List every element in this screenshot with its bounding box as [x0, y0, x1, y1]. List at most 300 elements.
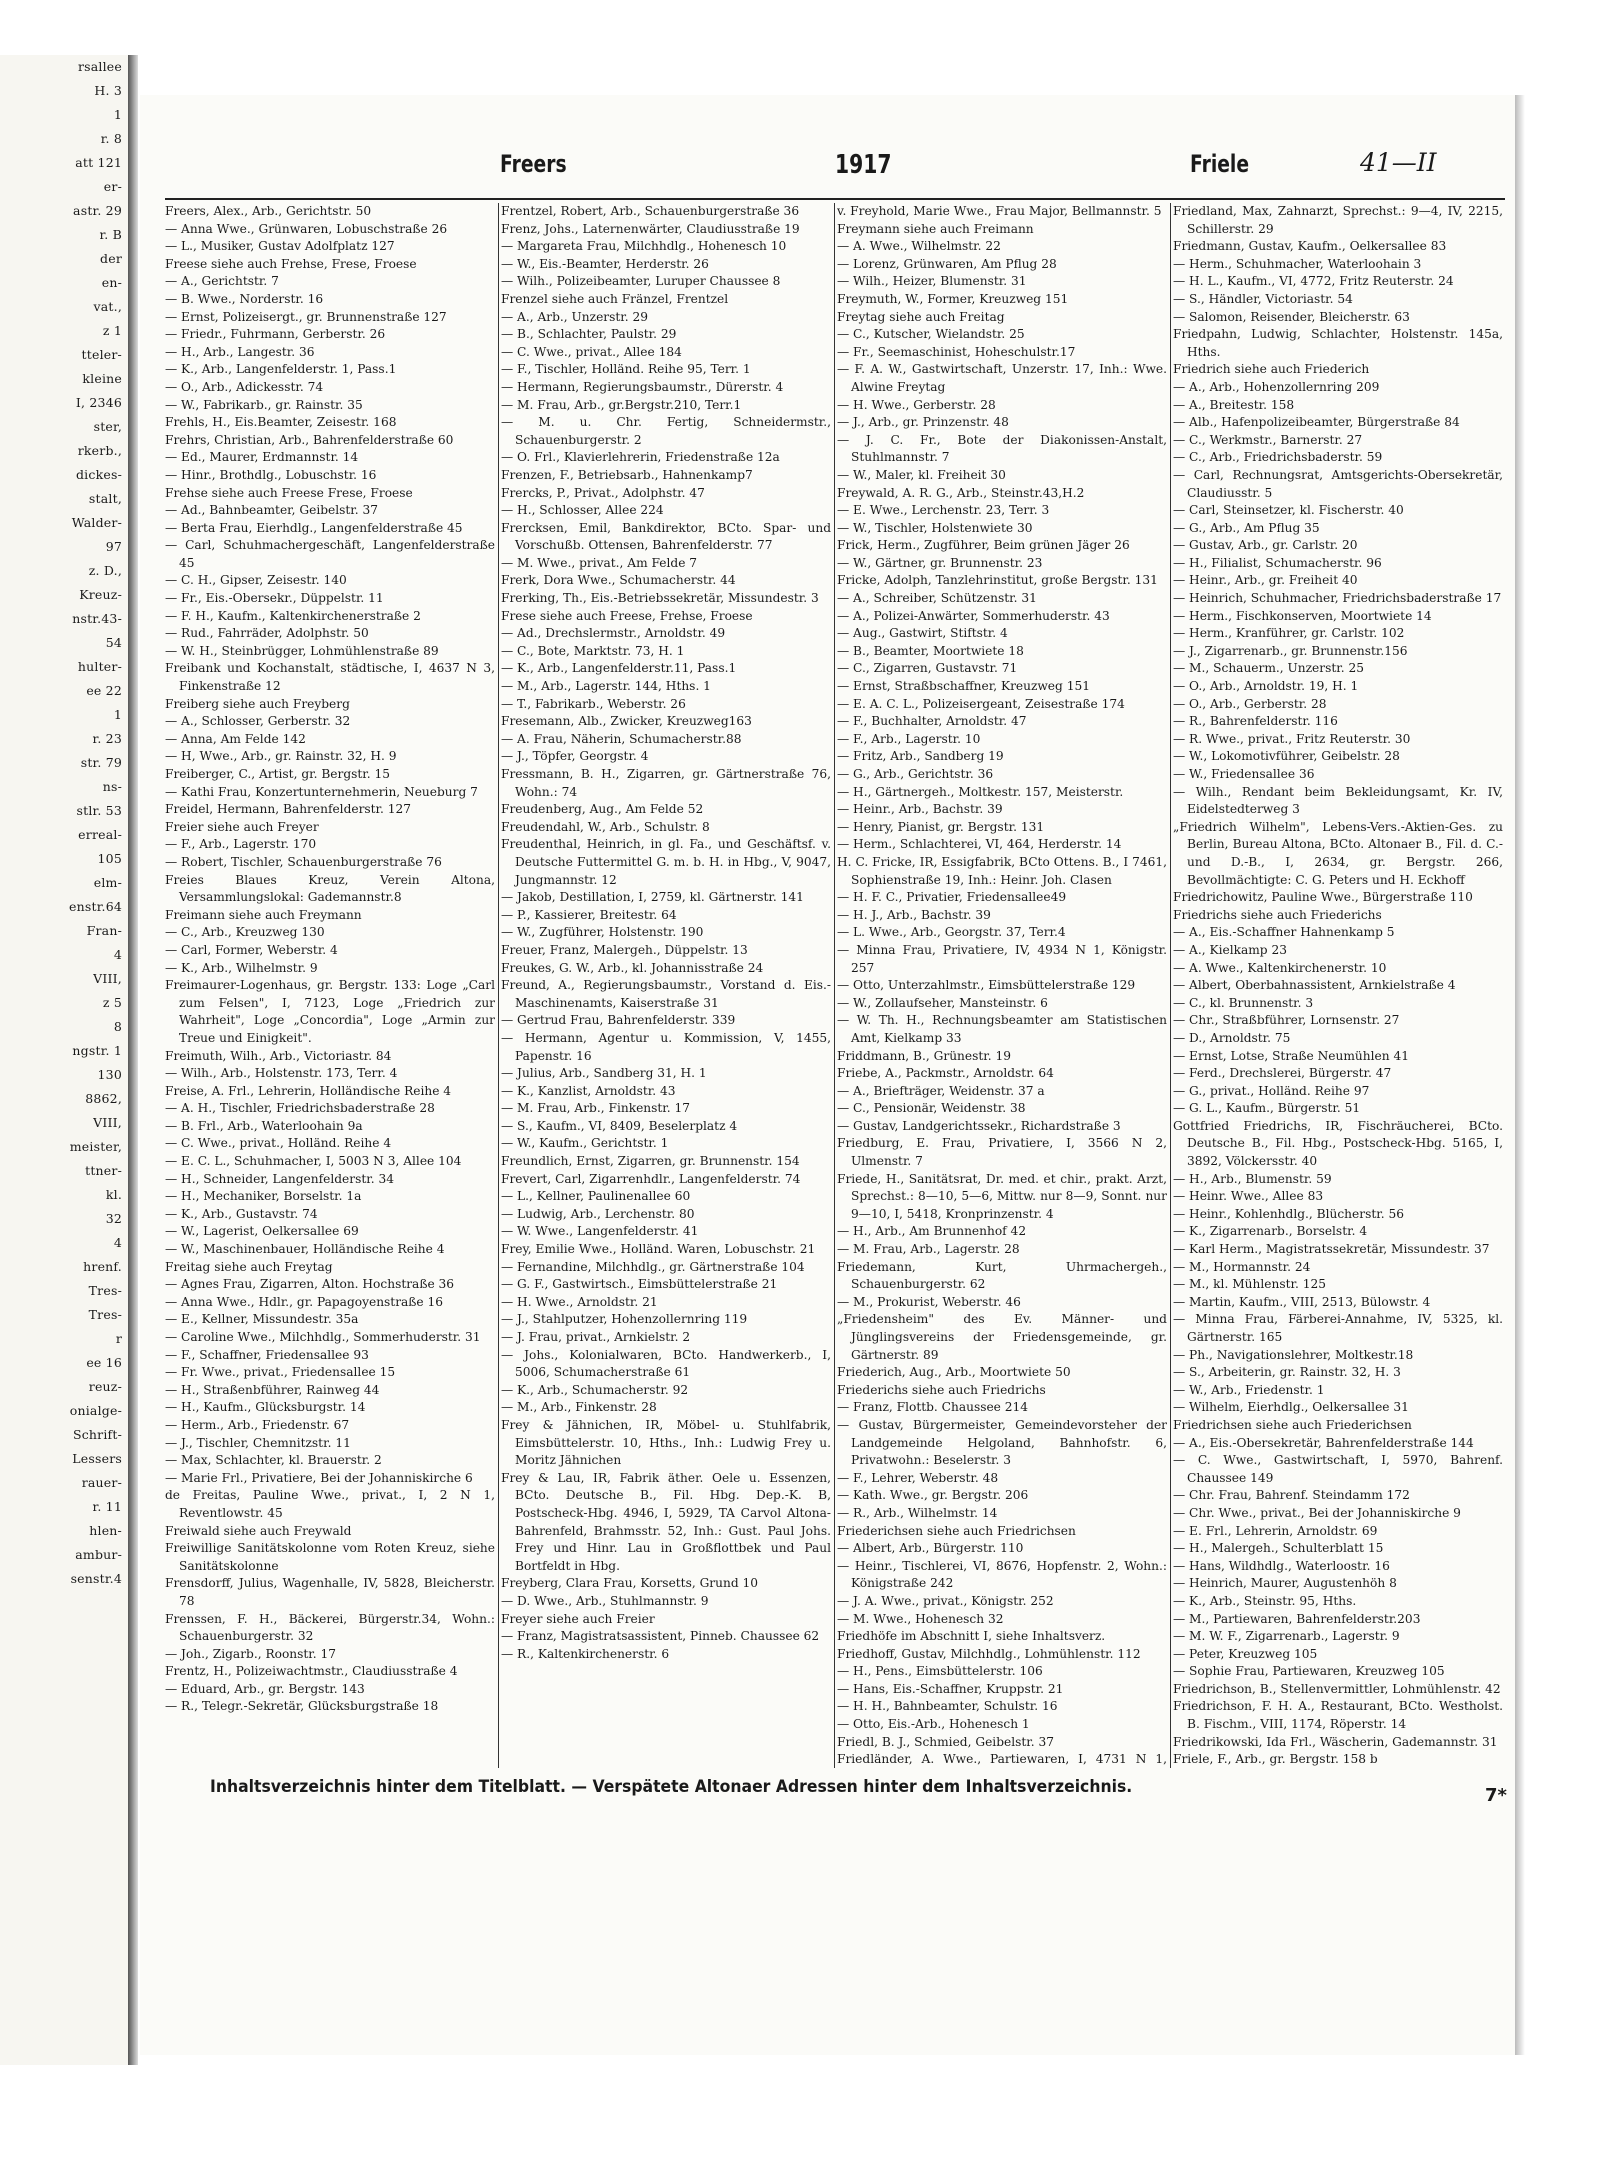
gutter-text-line: rsallee: [77, 59, 122, 74]
directory-entry: Freudenberg, Aug., Am Felde 52: [501, 802, 704, 817]
directory-entry: — F., Arb., Lagerstr. 170: [165, 837, 317, 852]
directory-entry: Freitag siehe auch Freytag: [165, 1259, 333, 1274]
gutter-text-line: Fran-: [86, 923, 122, 938]
directory-entry: — Ph., Navigationslehrer, Moltkestr.18: [1173, 1347, 1414, 1362]
directory-entry: Freyer siehe auch Freier: [501, 1611, 655, 1626]
directory-entry: — W., Maschinenbauer, Holländische Reihe 4: [165, 1242, 445, 1257]
gutter-text-line: 4: [113, 947, 122, 962]
directory-entry: — Otto, Eis.-Arb., Hohenesch 1: [837, 1717, 1030, 1732]
directory-entry: — L. Wwe., Arb., Georgstr. 37, Terr.4: [837, 925, 1066, 940]
book-fold: [128, 55, 138, 2065]
page-number: 41—II: [1360, 148, 1437, 177]
directory-entry: Frenssen, F. H., Bäckerei, Bürgerstr.34, Wohn.: Schauenburgerstr. 32: [165, 1611, 495, 1644]
directory-entry: — A., Briefträger, Weidenstr. 37 a: [837, 1083, 1045, 1098]
directory-entry: — Fernandine, Milchhdlg., gr. Gärtnerstraße 104: [501, 1259, 805, 1274]
directory-entry: — Carl, Rechnungsrat, Amtsgerichts-Obersekretär, Claudiusstr. 5: [1173, 467, 1503, 500]
gutter-text-line: I, 2346: [75, 395, 122, 410]
directory-entry: — A. Wwe., Wilhelmstr. 22: [837, 239, 1001, 254]
directory-entry: — Joh., Zigarb., Roonstr. 17: [165, 1646, 337, 1661]
gutter-text-line: VIII,: [93, 971, 122, 986]
directory-entry: — W. Th. H., Rechnungsbeamter am Statistischen Amt, Kielkamp 33: [837, 1013, 1167, 1045]
directory-entry: Frevert, Carl, Zigarrenhdlr., Langenfelderstr. 74: [501, 1171, 801, 1186]
gutter-text-line: hulter-: [77, 659, 122, 674]
directory-entry: — Hermann, Agentur u. Kommission, V, 1455, Papenstr. 16: [501, 1030, 831, 1063]
directory-entry: — G. L., Kaufm., Bürgerstr. 51: [1173, 1101, 1361, 1116]
directory-entry: Friddmann, B., Grünestr. 19: [837, 1048, 1011, 1063]
directory-entry: Frey & Jähnichen, IR, Möbel- u. Stuhlfabrik, Eimsbüttelerstr. 10, Hths., Inh.: Ludwig Frey u. Moritz Jähnichen: [501, 1417, 831, 1468]
directory-entry: — E. C. L., Schuhmacher, I, 5003 N 3, Allee 104: [165, 1154, 462, 1169]
gutter-text-line: vat.,: [93, 299, 122, 314]
directory-entry: Freers, Alex., Arb., Gerichtstr. 50: [165, 204, 372, 218]
directory-entry: — R., Kaltenkirchenerstr. 6: [501, 1646, 670, 1661]
directory-entry: — L., Musiker, Gustav Adolfplatz 127: [165, 239, 395, 254]
directory-entry: — B. Wwe., Norderstr. 16: [165, 291, 324, 306]
directory-entry: Freimaurer-Logenhaus, gr. Bergstr. 133: Loge „Carl zum Felsen", I, 7123, Loge „Friedrich zur Wahrheit", Loge „Concordia", Loge „Armin zur Treue und Einigkeit".: [165, 978, 495, 1045]
directory-entry: — F., Buchhalter, Arnoldstr. 47: [837, 714, 1027, 729]
directory-entry: — J. Frau, privat., Arnkielstr. 2: [501, 1330, 691, 1344]
directory-entry: Friedhoff, Gustav, Milchhdlg., Lohmühlenstr. 112: [837, 1646, 1141, 1661]
directory-entry: — Herm., Schuhmacher, Waterloohain 3: [1173, 256, 1422, 271]
directory-entry: — E. A. C. L., Polizeisergeant, Zeisestraße 174: [837, 696, 1125, 711]
directory-entry: Friedrichs siehe auch Friederichs: [1173, 907, 1382, 922]
directory-entry: Freywald, A. R. G., Arb., Steinstr.43,H.2: [837, 485, 1085, 500]
directory-entry: — Heinrich, Schuhmacher, Friedrichsbaderstraße 17: [1173, 591, 1502, 606]
directory-entry: Friedpahn, Ludwig, Schlachter, Holstenstr. 145a, Hths.: [1173, 327, 1503, 359]
directory-entry: — A., Arb., Hohenzollernring 209: [1173, 379, 1380, 394]
directory-entry: — A., Polizei-Anwärter, Sommerhuderstr. 43: [837, 608, 1110, 623]
directory-entry: — H., Gärtnergeh., Moltkestr. 157, Meisterstr.: [837, 784, 1124, 799]
gutter-text-line: stalt,: [88, 491, 122, 506]
directory-entry: Fresemann, Alb., Zwicker, Kreuzweg163: [501, 714, 752, 729]
directory-entry: — F., Tischler, Holländ. Reihe 95, Terr. 1: [501, 362, 751, 377]
gutter-text-line: z. D.,: [88, 563, 122, 578]
entry-columns: [165, 203, 1510, 1768]
directory-entry: — O., Arb., Arnoldstr. 19, H. 1: [1173, 679, 1359, 694]
directory-entry: — Sophie Frau, Partiewaren, Kreuzweg 105: [1173, 1664, 1445, 1679]
directory-entry: — Hans, Eis.-Schaffner, Kruppstr. 21: [837, 1681, 1064, 1696]
gutter-text-line: reuz-: [88, 1379, 122, 1394]
directory-entry: Freibank und Kochanstalt, städtische, I, 4637 N 3, Finkenstraße 12: [165, 661, 495, 694]
directory-entry: Freymuth, W., Former, Kreuzweg 151: [837, 291, 1069, 306]
directory-entry: Freukes, G. W., Arb., kl. Johannisstraße 24: [501, 960, 764, 975]
page-header: [140, 150, 1515, 190]
directory-entry: — J., Arb., gr. Prinzenstr. 48: [837, 415, 1009, 430]
directory-entry: — Anna Wwe., Hdlr., gr. Papagoyenstraße 16: [165, 1294, 444, 1309]
directory-entry: Frentzel, Robert, Arb., Schauenburgerstraße 36: [501, 204, 800, 218]
directory-entry: — C., Bote, Marktstr. 73, H. 1: [501, 643, 685, 658]
directory-entry: — H., Straßenbführer, Rainweg 44: [165, 1382, 380, 1397]
directory-entry: Frerk, Dora Wwe., Schumacherstr. 44: [501, 573, 736, 588]
gutter-text-line: stlr. 53: [76, 803, 122, 818]
directory-entry: Frercks, P., Privat., Adolphstr. 47: [501, 485, 705, 500]
directory-entry: — C., Pensionär, Weidenstr. 38: [837, 1101, 1026, 1116]
directory-entry: Frick, Herm., Zugführer, Beim grünen Jäger 26: [837, 538, 1130, 553]
directory-entry: — C., Werkmstr., Barnerstr. 27: [1173, 432, 1363, 447]
directory-entry: — K., Arb., Schumacherstr. 92: [501, 1382, 689, 1397]
directory-entry: — M., kl. Mühlenstr. 125: [1173, 1277, 1326, 1292]
gutter-text-line: str. 79: [80, 755, 122, 770]
directory-entry: — H. H., Bahnbeamter, Schulstr. 16: [837, 1699, 1058, 1714]
directory-entry: — J., Stahlputzer, Hohenzollernring 119: [501, 1312, 748, 1327]
gutter-text-line: r. 23: [92, 731, 122, 746]
directory-entry: — C., Zigarren, Gustavstr. 71: [837, 661, 1018, 676]
gutter-text-line: meister,: [69, 1139, 122, 1154]
directory-entry: — H., Mechaniker, Borselstr. 1a: [165, 1189, 362, 1204]
directory-entry: Freundlich, Ernst, Zigarren, gr. Brunnenstr. 154: [501, 1154, 800, 1169]
directory-entry: — R., Bahrenfelderstr. 116: [1173, 714, 1338, 729]
directory-entry: Freiberger, C., Artist, gr. Bergstr. 15: [165, 767, 391, 781]
directory-entry: — M., Arb., Lagerstr. 144, Hths. 1: [501, 679, 711, 694]
directory-entry: — Julius, Arb., Sandberg 31, H. 1: [501, 1066, 707, 1081]
directory-entry: — Heinr., Kohlenhdlg., Blücherstr. 56: [1173, 1206, 1404, 1221]
directory-entry: — H, Wwe., Arb., gr. Rainstr. 32, H. 9: [165, 749, 397, 764]
directory-entry: — Alb., Hafenpolizeibeamter, Bürgerstraße 84: [1173, 415, 1460, 430]
gutter-text-line: 105: [97, 851, 122, 866]
directory-entry: Frey, Emilie Wwe., Holländ. Waren, Lobuschstr. 21: [501, 1242, 816, 1257]
directory-entry: — Anna, Am Felde 142: [165, 731, 306, 746]
directory-entry: — A., Arb., Unzerstr. 29: [501, 309, 649, 324]
directory-entry: Freudendahl, W., Arb., Schulstr. 8: [501, 819, 710, 834]
gutter-text-line: 8: [113, 1019, 122, 1034]
directory-entry: Friedrikowski, Ida Frl., Wäscherin, Gademannstr. 31: [1173, 1734, 1498, 1749]
directory-entry: — Berta Frau, Eierhdlg., Langenfelderstraße 45: [165, 520, 463, 535]
directory-entry: — Eduard, Arb., gr. Bergstr. 143: [165, 1681, 365, 1696]
directory-entry: — Carl, Steinsetzer, kl. Fischerstr. 40: [1173, 503, 1404, 518]
gutter-text-line: Tres-: [88, 1307, 122, 1322]
directory-entry: — Ad., Bahnbeamter, Geibelstr. 37: [165, 503, 379, 518]
gutter-text-line: 130: [97, 1067, 122, 1082]
gutter-text-line: 8862,: [85, 1091, 122, 1106]
gutter-text-line: Lessers: [72, 1451, 122, 1466]
directory-entry: Freyberg, Clara Frau, Korsetts, Grund 10: [501, 1576, 759, 1591]
directory-entry: — M. Frau, Arb., Lagerstr. 28: [837, 1242, 1020, 1257]
header-rule: [165, 198, 1505, 200]
directory-entry: — J., Tischler, Chemnitzstr. 11: [165, 1435, 351, 1450]
gutter-text-line: tteler-: [81, 347, 122, 362]
header-last-entry: Friele: [1190, 150, 1250, 178]
gutter-text-line: z 1: [102, 323, 122, 338]
directory-entry: — Hermann, Regierungsbaumstr., Dürerstr. 4: [501, 379, 784, 394]
directory-entry: — A., Breitestr. 158: [1173, 397, 1295, 412]
directory-entry: Friedrichsen siehe auch Friederichsen: [1173, 1417, 1412, 1432]
directory-entry: — H., Arb., Blumenstr. 59: [1173, 1171, 1332, 1186]
gutter-text-line: VIII,: [93, 1115, 122, 1130]
directory-entry: Friederichs siehe auch Friedrichs: [837, 1382, 1046, 1397]
directory-entry: — Wilh., Rendant beim Bekleidungsamt, Kr. IV, Eidelstedterweg 3: [1173, 784, 1503, 817]
directory-entry: — H., Schneider, Langenfelderstr. 34: [165, 1171, 394, 1186]
directory-entry: — M., Hormannstr. 24: [1173, 1259, 1311, 1274]
directory-entry: — Martin, Kaufm., VIII, 2513, Bülowstr. 4: [1173, 1294, 1431, 1309]
directory-entry: Freudenthal, Heinrich, in gl. Fa., und Geschäftsf. v. Deutsche Futtermittel G. m. b. H. in Hbg., V, 9047, Jungmannstr. 12: [501, 837, 831, 887]
directory-entry: — Heinr., Arb., gr. Freiheit 40: [1173, 573, 1358, 588]
gutter-text-line: r. 11: [92, 1499, 122, 1514]
directory-entry: Friedrich siehe auch Friederich: [1173, 362, 1370, 377]
directory-entry: H. C. Fricke, IR, Essigfabrik, BCto Ottens. B., I 7461, Sophienstraße 19, Inh.: Heinr. Joh. Clasen: [837, 854, 1167, 887]
directory-entry: — O., Arb., Gerberstr. 28: [1173, 696, 1327, 711]
directory-entry: Friederich, Aug., Arb., Moortwiete 50: [837, 1365, 1071, 1380]
gutter-text-line: ee 22: [86, 683, 122, 698]
directory-entry: Freise, A. Frl., Lehrerin, Holländische Reihe 4: [165, 1083, 452, 1098]
gutter-text-line: ster,: [93, 419, 122, 434]
gutter-text-line: r: [115, 1331, 122, 1346]
previous-page-fragment: [0, 55, 131, 2065]
directory-entry: Freytag siehe auch Freitag: [837, 309, 1005, 324]
directory-entry: — Peter, Kreuzweg 105: [1173, 1646, 1318, 1661]
gutter-text-line: 97: [105, 539, 122, 554]
directory-entry: — H., Malergeh., Schulterblatt 15: [1173, 1541, 1384, 1556]
directory-entry: Frentz, H., Polizeiwachtmstr., Claudiusstraße 4: [165, 1664, 458, 1679]
directory-entry: — M., Prokurist, Weberstr. 46: [837, 1294, 1021, 1309]
directory-entry: — W., Arb., Friedenstr. 1: [1173, 1382, 1325, 1397]
directory-entry: — W., Zollaufseher, Mansteinstr. 6: [837, 995, 1048, 1010]
directory-entry: — F. A. W., Gastwirtschaft, Unzerstr. 17, Inh.: Wwe. Alwine Freytag: [837, 362, 1167, 394]
directory-entry: — H., Pens., Eimsbüttelerstr. 106: [837, 1664, 1043, 1679]
directory-entry: Freuer, Franz, Malergeh., Düppelstr. 13: [501, 942, 748, 957]
directory-entry: — H. F. C., Privatier, Friedensallee49: [837, 890, 1067, 905]
directory-entry: — S., Kaufm., VI, 8409, Beselerplatz 4: [501, 1118, 738, 1133]
gutter-text-line: dickes-: [75, 467, 122, 482]
column-divider: [834, 203, 835, 1768]
directory-entry: Frenz, Johs., Laternenwärter, Claudiusstraße 19: [501, 221, 800, 236]
gutter-text-line: 54: [105, 635, 122, 650]
directory-entry: Freimann siehe auch Freymann: [165, 907, 362, 922]
directory-entry: — D., Arnoldstr. 75: [1173, 1030, 1291, 1045]
directory-entry: — Karl Herm., Magistratssekretär, Missundestr. 37: [1173, 1242, 1490, 1257]
directory-entry: — G. F., Gastwirtsch., Eimsbüttelerstraße 21: [501, 1277, 778, 1292]
directory-entry: — K., Zigarrenarb., Borselstr. 4: [1173, 1224, 1368, 1239]
gutter-text-line: ee 16: [86, 1355, 122, 1370]
directory-entry: — Ernst, Straßbschaffner, Kreuzweg 151: [837, 679, 1090, 694]
page-footer: Inhaltsverzeichnis hinter dem Titelblatt. — Verspätete Altonaer Adressen hinter dem Inhaltsverzeichnis.: [210, 1777, 1133, 1797]
column-1: [165, 203, 495, 1768]
gutter-text-line: H. 3: [94, 83, 122, 98]
directory-entry: — Wilhelm, Eierhdlg., Oelkersallee 31: [1173, 1400, 1409, 1415]
directory-entry: Freiwald siehe auch Freywald: [165, 1523, 352, 1538]
directory-entry: — M., Schauerm., Unzerstr. 25: [1173, 661, 1364, 676]
directory-entry: Friedburg, E. Frau, Privatiere, I, 3566 N 2, Ulmenstr. 7: [837, 1136, 1167, 1169]
gutter-text-line: 1: [113, 107, 122, 122]
directory-entry: — Ad., Drechslermstr., Arnoldstr. 49: [501, 626, 726, 641]
directory-entry: Frehse siehe auch Freese Frese, Froese: [165, 485, 413, 500]
directory-entry: — Herm., Arb., Friedenstr. 67: [165, 1417, 350, 1432]
directory-entry: Freund, A., Regierungsbaumstr., Vorstand d. Eis.-Maschinenamts, Kaiserstraße 31: [501, 978, 831, 1010]
gutter-text-line: r. B: [99, 227, 122, 242]
directory-entry: Friederichsen siehe auch Friedrichsen: [837, 1523, 1076, 1538]
directory-entry: — Gustav, Landgerichtssekr., Richardstraße 3: [837, 1118, 1121, 1133]
directory-entry: — K., Arb., Langenfelderstr.11, Pass.1: [501, 661, 737, 676]
directory-entry: — H. Wwe., Arnoldstr. 21: [501, 1294, 658, 1309]
directory-entry: — O., Arb., Adickesstr. 74: [165, 379, 324, 394]
directory-entry: — E., Kellner, Missundestr. 35a: [165, 1312, 359, 1327]
directory-entry: — M. Wwe., Hohenesch 32: [837, 1611, 1004, 1626]
directory-entry: — Friedr., Fuhrmann, Gerberstr. 26: [165, 327, 386, 342]
directory-entry: — Ernst, Polizeisergt., gr. Brunnenstraße 127: [165, 309, 447, 324]
directory-entry: — Heinr., Tischlerei, VI, 8676, Hopfenstr. 2, Wohn.: Königstraße 242: [837, 1558, 1167, 1591]
directory-entry: Fricke, Adolph, Tanzlehrinstitut, große Bergstr. 131: [837, 573, 1158, 588]
directory-entry: — Henry, Pianist, gr. Bergstr. 131: [837, 819, 1045, 834]
directory-entry: Frehls, H., Eis.Beamter, Zeisestr. 168: [165, 415, 397, 430]
directory-entry: Friedrichowitz, Pauline Wwe., Bürgerstraße 110: [1173, 890, 1473, 905]
directory-entry: — Herm., Kranführer, gr. Carlstr. 102: [1173, 626, 1405, 641]
directory-entry: — G., Arb., Gerichtstr. 36: [837, 767, 994, 781]
gutter-text-line: nstr.43-: [72, 611, 122, 626]
directory-entry: — K., Arb., Steinstr. 95, Hths.: [1173, 1593, 1357, 1608]
directory-entry: — C. H., Gipser, Zeisestr. 140: [165, 573, 347, 588]
column-divider: [1170, 203, 1171, 1768]
gutter-text-line: att 121: [75, 155, 122, 170]
directory-entry: „Friedensheim" des Ev. Männer- und Jünglingsvereins der Friedensgemeinde, gr. Gärtnerstr. 89: [837, 1312, 1167, 1362]
directory-entry: — R. Wwe., privat., Fritz Reuterstr. 30: [1173, 731, 1411, 746]
directory-entry: — A. Frau, Näherin, Schumacherstr.88: [501, 731, 742, 746]
directory-entry: — Chr. Wwe., privat., Bei der Johanniskirche 9: [1173, 1505, 1461, 1520]
directory-entry: — Fritz, Arb., Sandberg 19: [837, 749, 1004, 764]
directory-entry: — Otto, Unterzahlmstr., Eimsbüttelerstraße 129: [837, 978, 1136, 993]
directory-entry: Freidel, Hermann, Bahrenfelderstr. 127: [165, 802, 412, 817]
gutter-text-line: 1: [113, 707, 122, 722]
directory-entry: — Wilh., Arb., Holstenstr. 173, Terr. 4: [165, 1066, 398, 1081]
directory-entry: — Fr. Wwe., privat., Friedensallee 15: [165, 1365, 396, 1380]
directory-entry: — T., Fabrikarb., Weberstr. 26: [501, 696, 686, 711]
directory-entry: — B., Beamter, Moortwiete 18: [837, 643, 1024, 658]
directory-entry: — E. Wwe., Lerchenstr. 23, Terr. 3: [837, 503, 1050, 518]
directory-entry: — Wilh., Polizeibeamter, Luruper Chaussee 8: [501, 274, 781, 289]
header-first-entry: Freers: [500, 150, 567, 178]
directory-entry: — Chr., Straßbführer, Lornsenstr. 27: [1173, 1013, 1400, 1028]
gutter-text-line: Schrift-: [72, 1427, 122, 1442]
directory-entry: — A., Schreiber, Schützenstr. 31: [837, 591, 1037, 606]
gutter-text-line: der: [100, 251, 122, 266]
directory-entry: — H., Schlosser, Allee 224: [501, 503, 664, 518]
gutter-text-line: Walder-: [71, 515, 122, 530]
directory-entry: — C., kl. Brunnenstr. 3: [1173, 995, 1314, 1010]
directory-entry: — F., Arb., Lagerstr. 10: [837, 731, 981, 746]
directory-entry: — W., Lokomotivführer, Geibelstr. 28: [1173, 749, 1400, 764]
directory-entry: — H., Arb., Am Brunnenhof 42: [837, 1224, 1027, 1239]
directory-entry: — O. Frl., Klavierlehrerin, Friedenstraße 12a: [501, 450, 780, 465]
directory-entry: — Agnes Frau, Zigarren, Alton. Hochstraße 36: [165, 1277, 455, 1292]
directory-entry: — Ludwig, Arb., Lerchenstr. 80: [501, 1206, 695, 1221]
gutter-text-line: rkerb.,: [77, 443, 122, 458]
directory-entry: Friedl, B. J., Schmied, Geibelstr. 37: [837, 1734, 1054, 1749]
directory-entry: — A., Gerichtstr. 7: [165, 274, 279, 289]
directory-entry: — G., Arb., Am Pflug 35: [1173, 520, 1320, 535]
directory-entry: — W., Lagerist, Oelkersallee 69: [165, 1224, 359, 1239]
directory-entry: — J., Zigarrenarb., gr. Brunnenstr.156: [1173, 643, 1408, 658]
gutter-text-line: ttner-: [85, 1163, 122, 1178]
directory-entry: — H., Filialist, Schumacherstr. 96: [1173, 555, 1382, 570]
directory-entry: — W. H., Steinbrügger, Lohmühlenstraße 89: [165, 643, 439, 658]
directory-entry: Friedmann, Gustav, Kaufm., Oelkersallee 83: [1173, 239, 1447, 254]
directory-entry: — Kath. Wwe., gr. Bergstr. 206: [837, 1488, 1029, 1503]
directory-entry: — M. W. F., Zigarrenarb., Lagerstr. 9: [1173, 1629, 1400, 1644]
gutter-text-line: ns-: [102, 779, 122, 794]
directory-entry: — E. Frl., Lehrerin, Arnoldstr. 69: [1173, 1523, 1378, 1538]
directory-entry: — C. Wwe., privat., Holländ. Reihe 4: [165, 1136, 392, 1151]
directory-entry: — Jakob, Destillation, I, 2759, kl. Gärtnerstr. 141: [501, 890, 804, 905]
directory-entry: — Salomon, Reisender, Bleicherstr. 63: [1173, 309, 1410, 324]
gutter-text-line: r. 8: [100, 131, 122, 146]
directory-entry: — H. Wwe., Gerberstr. 28: [837, 397, 996, 412]
directory-entry: Freiberg siehe auch Freyberg: [165, 696, 350, 711]
gutter-text-line: enstr.64: [69, 899, 122, 914]
directory-entry: — Fr., Eis.-Obersekr., Düppelstr. 11: [165, 591, 384, 606]
directory-entry: — K., Kanzlist, Arnoldstr. 43: [501, 1083, 676, 1098]
directory-entry: Freimuth, Wilh., Arb., Victoriastr. 84: [165, 1048, 392, 1063]
directory-entry: — Herm., Fischkonserven, Moortwiete 14: [1173, 608, 1432, 623]
directory-entry: — Carl, Schuhmachergeschäft, Langenfelderstraße 45: [165, 538, 495, 570]
directory-entry: Freese siehe auch Frehse, Frese, Froese: [165, 256, 417, 271]
directory-entry: — C., Arb., Kreuzweg 130: [165, 925, 325, 940]
directory-entry: — Gertrud Frau, Bahrenfelderstr. 339: [501, 1013, 736, 1028]
directory-entry: — Johs., Kolonialwaren, BCto. Handwerkerb., I, 5006, Schumacherstraße 61: [501, 1347, 831, 1380]
directory-page: [140, 95, 1515, 2055]
directory-entry: de Freitas, Pauline Wwe., privat., I, 2 N 1, Reventlowstr. 45: [165, 1488, 495, 1520]
directory-entry: — D. Wwe., Arb., Stuhlmannstr. 9: [501, 1593, 709, 1608]
directory-entry: — M. u. Chr. Fertig, Schneidermstr., Schauenburgerstr. 2: [501, 415, 831, 447]
directory-entry: — Kathi Frau, Konzertunternehmerin, Neueburg 7: [165, 784, 478, 799]
directory-entry: — A. H., Tischler, Friedrichsbaderstraße 28: [165, 1101, 435, 1116]
column-4: [1173, 203, 1503, 1768]
directory-entry: — Wilh., Heizer, Blumenstr. 31: [837, 274, 1027, 289]
header-year: 1917: [835, 150, 892, 180]
directory-entry: — Hans, Wildhdlg., Waterloostr. 16: [1173, 1558, 1390, 1573]
directory-entry: — P., Kassierer, Breitestr. 64: [501, 907, 677, 922]
directory-entry: — J. C. Fr., Bote der Diakonissen-Anstalt, Stuhlmannstr. 7: [837, 432, 1167, 465]
signature-mark: 7*: [1485, 1785, 1507, 1806]
directory-entry: Friedhöfe im Abschnitt I, siehe Inhaltsverz.: [837, 1629, 1106, 1644]
directory-entry: — Max, Schlachter, kl. Brauerstr. 2: [165, 1453, 382, 1468]
directory-entry: — W. Wwe., Langenfelderstr. 41: [501, 1224, 699, 1239]
directory-entry: — B., Schlachter, Paulstr. 29: [501, 327, 677, 342]
gutter-text-line: ngstr. 1: [72, 1043, 122, 1058]
directory-entry: — Carl, Former, Weberstr. 4: [165, 942, 338, 957]
directory-entry: — Lorenz, Grünwaren, Am Pflug 28: [837, 256, 1057, 271]
directory-entry: — A., Kielkamp 23: [1173, 942, 1287, 957]
directory-entry: Frercksen, Emil, Bankdirektor, BCto. Spar- und Vorschußb. Ottensen, Bahrenfelderstr. 77: [501, 520, 831, 553]
directory-entry: — Heinr. Wwe., Allee 83: [1173, 1189, 1324, 1204]
directory-entry: — R., Arb., Wilhelmstr. 14: [837, 1505, 998, 1520]
directory-entry: — Chr. Frau, Bahrenf. Steindamm 172: [1173, 1488, 1410, 1503]
directory-entry: — W., Gärtner, gr. Brunnenstr. 23: [837, 555, 1043, 570]
directory-entry: — W., Friedensallee 36: [1173, 767, 1315, 781]
directory-entry: — C. Wwe., privat., Allee 184: [501, 344, 682, 359]
gutter-text-line: elm-: [93, 875, 122, 890]
directory-entry: — Gustav, Bürgermeister, Gemeindevorsteher der Landgemeinde Helgoland, Bahnhofstr. 6, Privatwohn.: Beselerstr. 3: [837, 1417, 1167, 1468]
directory-entry: — Heinrich, Maurer, Augustenhöh 8: [1173, 1576, 1397, 1591]
gutter-text-line: kl.: [105, 1187, 122, 1202]
gutter-text-line: Tres-: [88, 1283, 122, 1298]
directory-entry: — Ed., Maurer, Erdmannstr. 14: [165, 450, 359, 465]
directory-entry: — M. Frau, Arb., gr.Bergstr.210, Terr.1: [501, 397, 742, 412]
directory-entry: — L., Kellner, Paulinenallee 60: [501, 1189, 691, 1204]
directory-entry: — A., Schlosser, Gerberstr. 32: [165, 714, 351, 729]
directory-entry: Friele, F., Arb., gr. Bergstr. 158 b: [1173, 1752, 1378, 1767]
gutter-text-line: 4: [113, 1235, 122, 1250]
gutter-text-line: senstr.4: [70, 1571, 122, 1586]
gutter-text-line: astr. 29: [73, 203, 122, 218]
directory-entry: Gottfried Friedrichs, IR, Fischräucherei, BCto. Deutsche B., Fil. Hbg., Postscheck-Hbg. 5165, I, 3892, Völckersstr. 40: [1173, 1118, 1503, 1169]
directory-entry: — C., Kutscher, Wielandstr. 25: [837, 327, 1025, 342]
directory-entry: — Herm., Schlachterei, VI, 464, Herderstr. 14: [837, 837, 1122, 852]
directory-entry: — K., Arb., Gustavstr. 74: [165, 1206, 318, 1221]
directory-entry: Friedland, Max, Zahnarzt, Sprechst.: 9—4, IV, 2215, Schillerstr. 29: [1173, 204, 1503, 236]
directory-entry: Fressmann, B. H., Zigarren, gr. Gärtnerstraße 76, Wohn.: 74: [501, 767, 831, 799]
directory-entry: — W., Kaufm., Gerichtstr. 1: [501, 1136, 669, 1151]
directory-entry: — Heinr., Arb., Bachstr. 39: [837, 802, 1003, 817]
gutter-text-line: hrenf.: [83, 1259, 122, 1274]
directory-entry: Frerking, Th., Eis.-Betriebssekretär, Missundestr. 3: [501, 591, 819, 606]
directory-entry: — A., Eis.-Schaffner Hahnenkamp 5: [1173, 925, 1395, 940]
